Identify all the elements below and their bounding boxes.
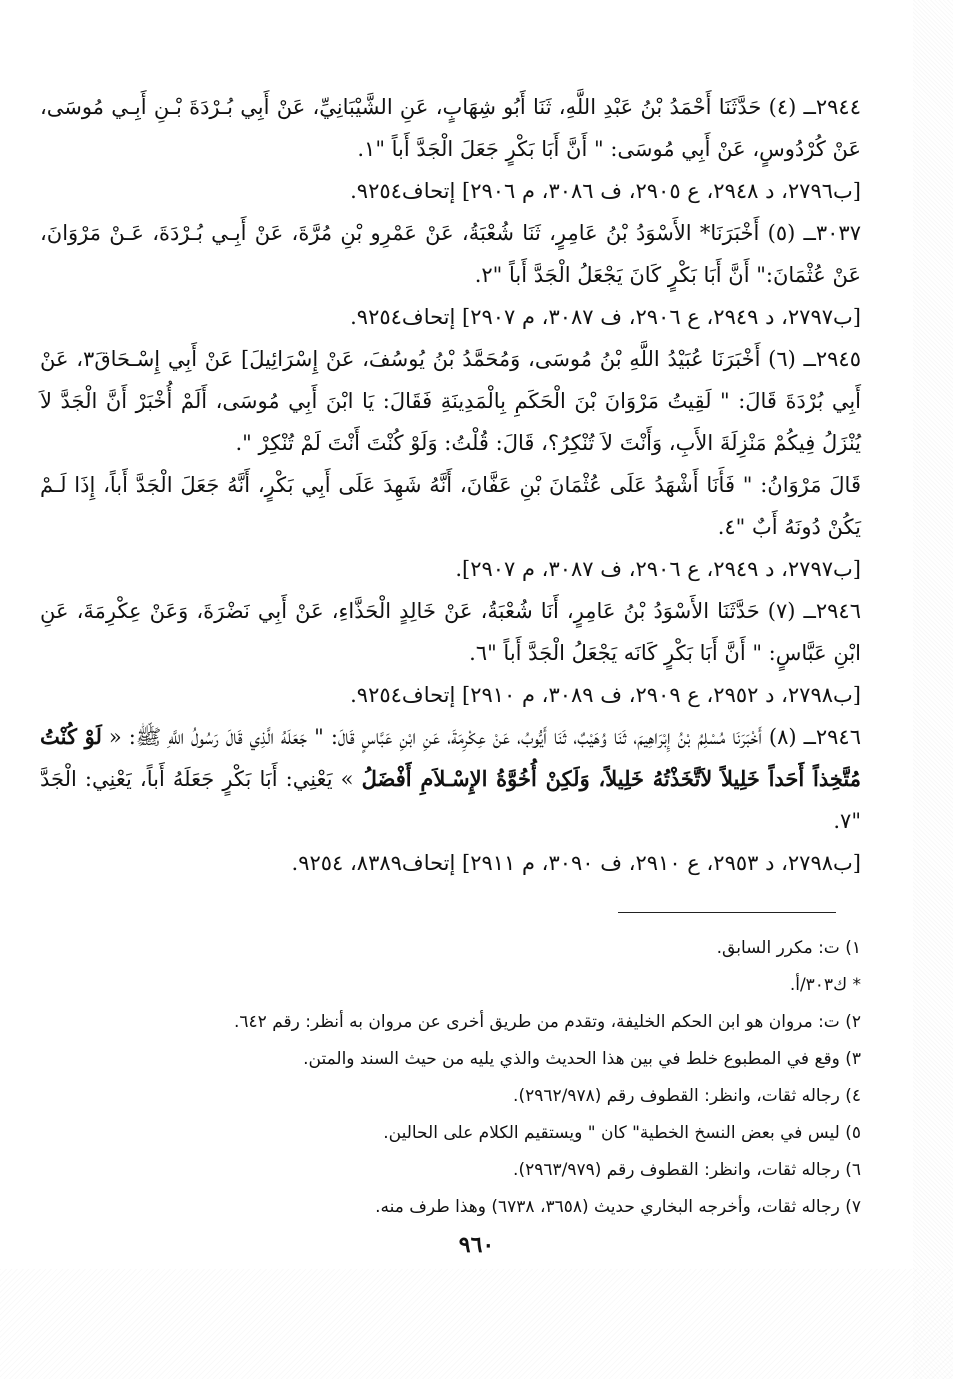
main-text	[40, 86, 861, 884]
hadith-2945: ٢٩٤٥ــ (٦) أَخْبَرَنَا عُبَيْدُ اللَّهِ بْنُ مُوسَى، وَمُحَمَّدُ بْنُ يُوسُفَ، عَنْ إِسْرَائِيلَ] عَنْ أَبِي إِسْـحَاقَ٣، عَنْ أَبِي بُرْدَةَ قَالَ: " لَقِيتُ مَرْوَانَ بْنَ الْحَكَمِ بِالْمَدِينَةِ فَقَالَ: يَا ابْنَ أَبِي مُوسَى، أَلَمْ أُخْبَرْ أَنَّ الْجَدَّ لاَ يُنْزَلُ فِيكُمْ مَنْزِلَةَ الأَبِ، وَأَنْتَ لاَ تُنْكِرُ؟، قَالَ: قُلْتُ: وَلَوْ كُنْتَ أَنْتَ لَمْ تُنْكِرْ ".	[40, 347, 861, 455]
hadith-2946-b-intro: ٢٩٤٦ــ (٨) أَخْبَرَنَا مُسْلِمُ بْنُ إِبْرَاهِيمَ، ثَنَا وُهَيْبٌ، ثَنَا أَيُّوبُ، عَنْ عِكْرِمَةَ، عَنِ ابْنِ عَبَّاسٍ قَالَ: " جَعَلَهُ الَّذِي قَالَ رَسُولُ اللَّهِ ﷺ: «	[101, 725, 861, 749]
hadith-2945-references: [ب٢٧٩٧، د ٢٩٤٩، ع ٢٩٠٦، ف ٣٠٨٧، م ٢٩٠٧].	[455, 557, 861, 581]
footnote-3: ٣) وقع في المطبوع خلط في بين هذا الحديث والذي يليه من حيث السند والمتن.	[303, 1049, 861, 1069]
footnote-4: ٤) رجاله ثقات، وانظر: القطوف رقم (٢٩٦٢/٩٧٨).	[513, 1086, 861, 1106]
footnote-7: ٧) رجاله ثقات، وأخرجه البخاري حديث (٣٦٥٨، ٦٧٣٨) وهذا طرف منه.	[375, 1197, 861, 1217]
prophetic-quote: لَوْ كُنْتُ مُتَّخِذاً أَحَداً خَلِيلاً لاَتَّخَذْتُهُ خَلِيلاً، وَلَكِنْ أُخُوَّةُ الإِسْـلاَمِ أَفْضَلُ	[40, 724, 861, 791]
footnotes	[150, 930, 861, 1226]
footnote-5: ٥) ليس في بعض النسخ الخطية" كان " ويستقيم الكلام على الحالين.	[383, 1123, 861, 1143]
hadith-2946-b-references: [ب٢٧٩٨، د ٢٩٥٣، ع ٢٩١٠، ف ٣٠٩٠، م ٢٩١١] إتحاف٨٣٨٩، ٩٢٥٤.	[291, 851, 861, 875]
hadith-2946-b	[40, 716, 861, 842]
footnote-2: ٢) ت: مروان هو ابن الحكم الخليفة، وتقدم من طريق أخرى عن مروان به أنظر: رقم ٦٤٢.	[233, 1012, 861, 1032]
footnote-1: ١) ت: مكرر السابق.	[716, 938, 861, 958]
footnote-6: ٦) رجاله ثقات، وانظر: القطوف رقم (٢٩٦٣/٩٧٩).	[513, 1160, 861, 1180]
hadith-2944: ٢٩٤٤ــ (٤) حَدَّثَنَا أَحْمَدُ بْنُ عَبْدِ اللَّهِ، ثَنَا أَبُو شِهَابٍ، عَنِ الشَّيْبَانِيِّ، عَنْ أَبِي بُـرْدَةَ بْـنِ أَبِـي مُوسَى، عَنْ كُرْدُوسٍ، عَنْ أَبِي مُوسَى: " أَنَّ أَبَا بَكْرٍ جَعَلَ الْجَدَّ أَباً "١.	[40, 95, 861, 161]
scan-texture-bottom	[0, 1269, 953, 1379]
footnote-divider	[618, 912, 836, 913]
page-number: ٩٦٠	[458, 1232, 495, 1258]
scan-texture-edge	[913, 0, 953, 1379]
hadith-2946-a-references: [ب٢٧٩٨، د ٢٩٥٢، ع ٢٩٠٩، ف ٣٠٨٩، م ٢٩١٠] إتحاف٩٢٥٤.	[350, 683, 861, 707]
hadith-2945-continuation: قَالَ مَرْوَانُ: " فَأَنَا أَشْهَدُ عَلَى عُثْمَانَ بْنِ عَفَّانَ، أَنَّهُ شَهِدَ عَلَى أَبِي بَكْرٍ، أَنَّهُ جَعَلَ الْجَدَّ أَباً، إِذَا لَـمْ يَكُنْ دُونَهُ أَبٌ "٤.	[40, 473, 861, 539]
footnote-marginal-note: * ك٣٠٣/أ.	[789, 975, 861, 995]
hadith-2944-references: [ب٢٧٩٦، د ٢٩٤٨، ع ٢٩٠٥، ف ٣٠٨٦، م ٢٩٠٦] إتحاف٩٢٥٤.	[350, 179, 861, 203]
hadith-2946-a: ٢٩٤٦ــ (٧) حَدَّثَنَا الأَسْوَدُ بْنُ عَامِرٍ، أَنَا شُعْبَةُ، عَنْ خَالِدٍ الْحَذَّاءِ، عَنْ أَبِي نَضْرَةَ، وَعَنْ عِكْرِمَةَ، عَنِ ابْنِ عَبَّاسٍ: " أَنَّ أَبَا بَكْرٍ كَانَه يَجْعَلُ الْجَدَّ أَباً "٦.	[40, 599, 861, 665]
hadith-3037: ٣٠٣٧ــ (٥) أَخْبَرَنَا* الأَسْوَدُ بْنُ عَامِرٍ، ثَنَا شُعْبَةُ، عَنْ عَمْرِو بْنِ مُرَّةَ، عَنْ أَبِـي بُـرْدَةَ، عَـنْ مَرْوَانَ، عَنْ عُثْمَانَ:" أَنَّ أَبَا بَكْرٍ كَانَ يَجْعَلُ الْجَدَّ أَباً "٢.	[40, 221, 861, 287]
hadith-2946-b-ending: » يَعْنِي: أَبَا بَكْرٍ جَعَلَهُ أَباً، يَعْنِي: الْجَدَّ "٧.	[40, 767, 861, 833]
hadith-3037-references: [ب٢٧٩٧، د ٢٩٤٩، ع ٢٩٠٦، ف ٣٠٨٧، م ٢٩٠٧] إتحاف٩٢٥٤.	[350, 305, 861, 329]
